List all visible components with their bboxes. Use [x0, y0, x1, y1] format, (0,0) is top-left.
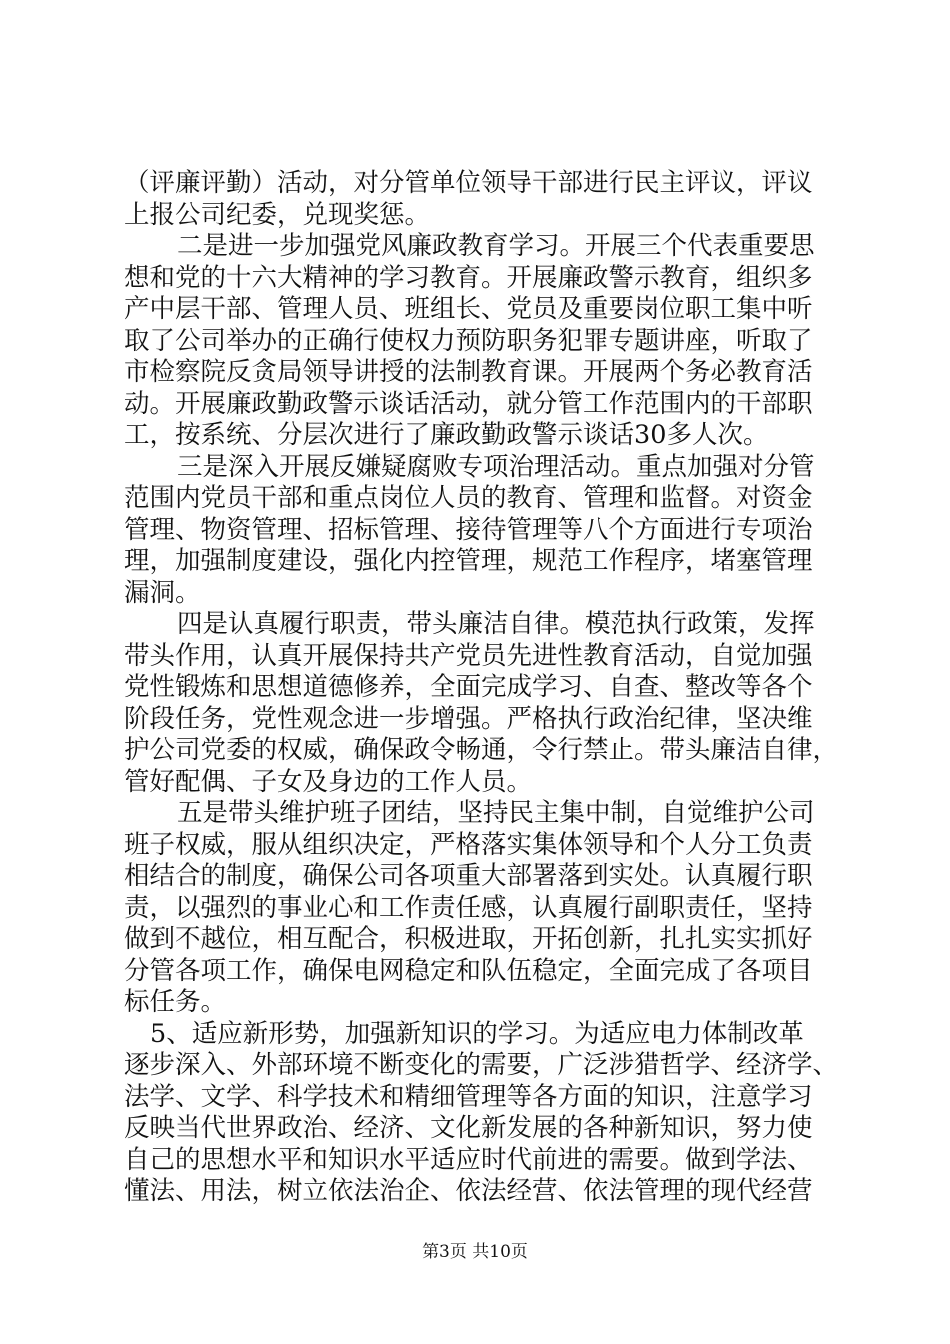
text-line: 管好配偶、子女及身边的工作人员。 [124, 766, 533, 797]
text-line: 分管各项工作，确保电网稳定和队伍稳定，全面完成了各项目 [124, 955, 813, 986]
text-line: 带头作用，认真开展保持共产党员先进性教育活动，自觉加强 [124, 640, 813, 671]
text-line: 市检察院反贪局领导讲授的法制教育课。开展两个务必教育活 [124, 357, 813, 387]
text-line: 阶段任务，党性观念进一步增强。严格执行政治纪律，坚决维 [124, 703, 813, 734]
text-line: 产中层干部、管理人员、班组长、党员及重要岗位职工集中听 [124, 294, 813, 324]
text-line: 想和党的十六大精神的学习教育。开展廉政警示教育，组织多 [124, 262, 813, 293]
text-line: 上报公司纪委，兑现奖惩。 [124, 199, 431, 230]
text-line: 漏洞。 [124, 577, 201, 608]
text-line: 班子权威，服从组织决定，严格落实集体领导和个人分工负责 [124, 829, 813, 860]
text-line: 自己的思想水平和知识水平适应时代前进的需要。做到学法、 [124, 1144, 813, 1175]
text-line: 理，加强制度建设，强化内控管理，规范工作程序，堵塞管理 [124, 546, 813, 576]
text-line: 党性锻炼和思想道德修养，全面完成学习、自查、整改等各个 [124, 672, 813, 702]
text-line: 逐步深入、外部环境不断变化的需要，广泛涉猎哲学、经济学、 [124, 1050, 839, 1080]
paragraph-start-line: 5、适应新形势，加强新知识的学习。为适应电力体制改革 [150, 1018, 804, 1049]
text-line: 懂法、用法，树立依法治企、依法经营、依法管理的现代经营 [124, 1176, 813, 1206]
text-line: 管理、物资管理、招标管理、接待管理等八个方面进行专项治 [124, 514, 813, 545]
page-footer: 第3页 共10页 [422, 1242, 528, 1262]
text-line: （评廉评勤）活动，对分管单位领导干部进行民主评议，评议 [124, 168, 813, 198]
text-line: 标任务。 [124, 987, 227, 1017]
paragraph-start-line: 二是进一步加强党风廉政教育学习。开展三个代表重要思 [177, 231, 815, 261]
text-line: 取了公司举办的正确行使权力预防职务犯罪专题讲座，听取了 [124, 325, 813, 356]
paragraph-start-line: 四是认真履行职责，带头廉洁自律。模范执行政策，发挥 [177, 609, 815, 639]
text-line: 做到不越位，相互配合，积极进取，开拓创新，扎扎实实抓好 [124, 924, 813, 954]
text-line: 反映当代世界政治、经济、文化新发展的各种新知识，努力使 [124, 1113, 813, 1143]
text-line: 相结合的制度，确保公司各项重大部署落到实处。认真履行职 [124, 861, 813, 891]
text-line: 动。开展廉政勤政警示谈话活动，就分管工作范围内的干部职 [124, 388, 813, 419]
paragraph-start-line: 五是带头维护班子团结，坚持民主集中制，自觉维护公司 [177, 798, 815, 828]
text-line: 工，按系统、分层次进行了廉政勤政警示谈话30多人次。 [124, 420, 769, 450]
text-line: 责，以强烈的事业心和工作责任感，认真履行副职责任，坚持 [124, 892, 813, 923]
text-line: 法学、文学、科学技术和精细管理等各方面的知识，注意学习 [124, 1081, 813, 1112]
text-line: 护公司党委的权威，确保政令畅通，令行禁止。带头廉洁自律， [124, 735, 839, 765]
paragraph-start-line: 三是深入开展反嫌疑腐败专项治理活动。重点加强对分管 [177, 451, 815, 482]
text-line: 范围内党员干部和重点岗位人员的教育、管理和监督。对资金 [124, 483, 813, 513]
